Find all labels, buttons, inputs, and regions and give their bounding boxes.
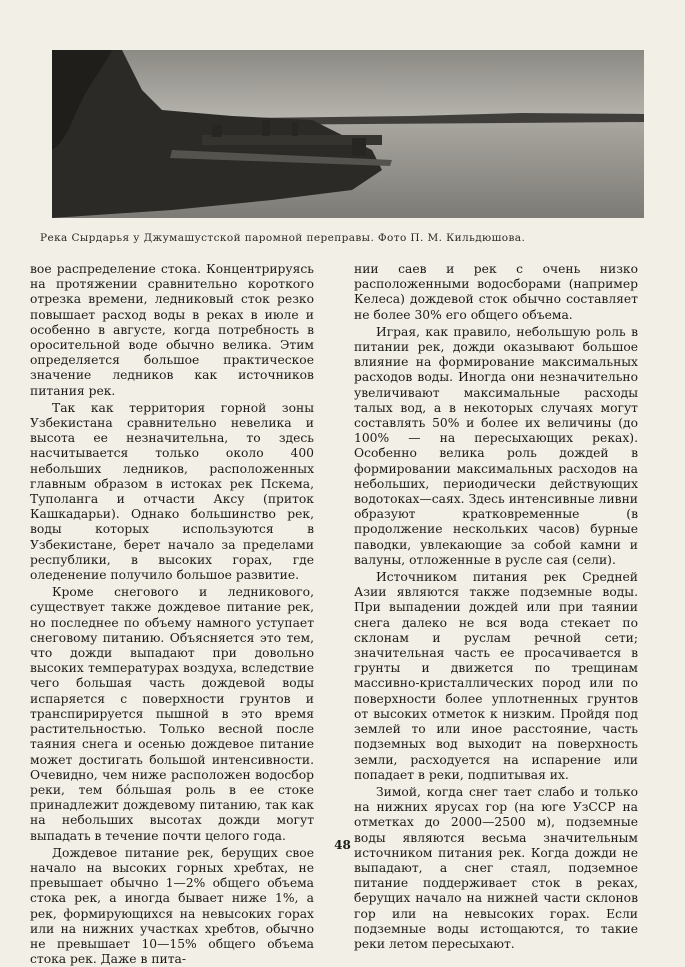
paragraph: Кроме снегового и ледникового, существует также дождевое питание рек, но последнее по объему намного уступает снеговому питанию. Объясняется это тем, что дожди выпадают при довольно высоких температурах воздуха, вследствие чего большая часть дождевой воды испаряется с поверхности грунтов и транспирируется пышной в это время растительностью. Только весной после таяния снега и осенью дождевое питание может достигать большой интенсивности. Очевидно, чем ниже расположен водосбор реки, тем бо́льшая роль в ее стоке принадлежит дождевому питанию, так как на небольших высотах дожди могут выпадать в течение почти целого года. [30, 585, 314, 843]
paragraph: Играя, как правило, небольшую роль в питании рек, дожди оказывают большое влияние на формирование максимальных расходов воды. Иногда они незначительно увеличивают максимальные расходы талых вод, а в некоторых случаях могут составлять 50% и более их величины (до 100% — на пересыхающих реках). Особенно велика роль дождей в формировании максимальных расходов на небольших, периодически действующих водотоках—саях. Здесь интенсивные ливни образуют кратковременные (в продолжение нескольких часов) бурные паводки, увлекающие за собой камни и валуны, отложенные в русле сая (сели). [354, 324, 638, 567]
left-column [30, 262, 314, 967]
paragraph: Дождевое питание рек, берущих свое начало на высоких горных хребтах, не превышает обычно 1—2% общего объема стока рек, а иногда бывает ниже 1%, а рек, формирующихся на невысоких горах или на нижних участках хребтов, обычно не превышает 10—15% общего объема стока рек. Даже в пита- [30, 845, 314, 967]
river-ferry-photo [52, 50, 644, 218]
paragraph: нии саев и рек с очень низко расположенными водосборами (например Келеса) дождевой сток обычно составляет не более 30% его общего объема. [354, 262, 638, 322]
paragraph: Так как территория горной зоны Узбекистана сравнительно невелика и высота ее незначительна, то здесь насчитывается только около 400 небольших ледников, расположенных главным образом в истоках рек Пскема, Туполанга и отчасти Аксу (приток Кашкадарьи). Однако большинство рек, воды которых используются в Узбекистане, берет начало за пределами республики, в высоких горах, где оледенение получило большое развитие. [30, 400, 314, 583]
paragraph: вое распределение стока. Концентрируясь на протяжении сравнительно короткого отрезка времени, ледниковый сток резко повышает расход воды в реках в июле и особенно в августе, когда потребность в оросительной воде обычно велика. Этим определяется большое практическое значение ледников как источников питания рек. [30, 262, 314, 398]
paragraph: Источником питания рек Средней Азии являются также подземные воды. При выпадении дождей или при таянии снега далеко не вся вода стекает по склонам и руслам речной сети; значительная часть ее просачивается в грунты и движется по трещинам массивно-кристаллических пород или по поверхности более уплотненных грунтов от высоких отметок к низким. Пройдя под землей то или иное расстояние, часть подземных вод выходит на поверхность земли, расходуется на испарение или попадает в реки, подпитывая их. [354, 570, 638, 782]
page-number: 48 [334, 838, 351, 852]
photo-caption: Река Сырдарья у Джумашустской паромной переправы. Фото П. М. Кильдюшова. [40, 232, 526, 244]
photo-illustration [52, 50, 644, 218]
paragraph: Зимой, когда снег тает слабо и только на нижних ярусах гор (на юге УзССР на отметках до 2000—2500 м), подземные воды являются весьма значительным источником питания рек. Когда дожди не выпадают, а снег стаял, подземное питание поддерживает сток в реках, берущих начало на нижней части склонов гор или на невысоких горах. Если подземные воды истощаются, то такие реки летом пересыхают. [354, 784, 638, 951]
